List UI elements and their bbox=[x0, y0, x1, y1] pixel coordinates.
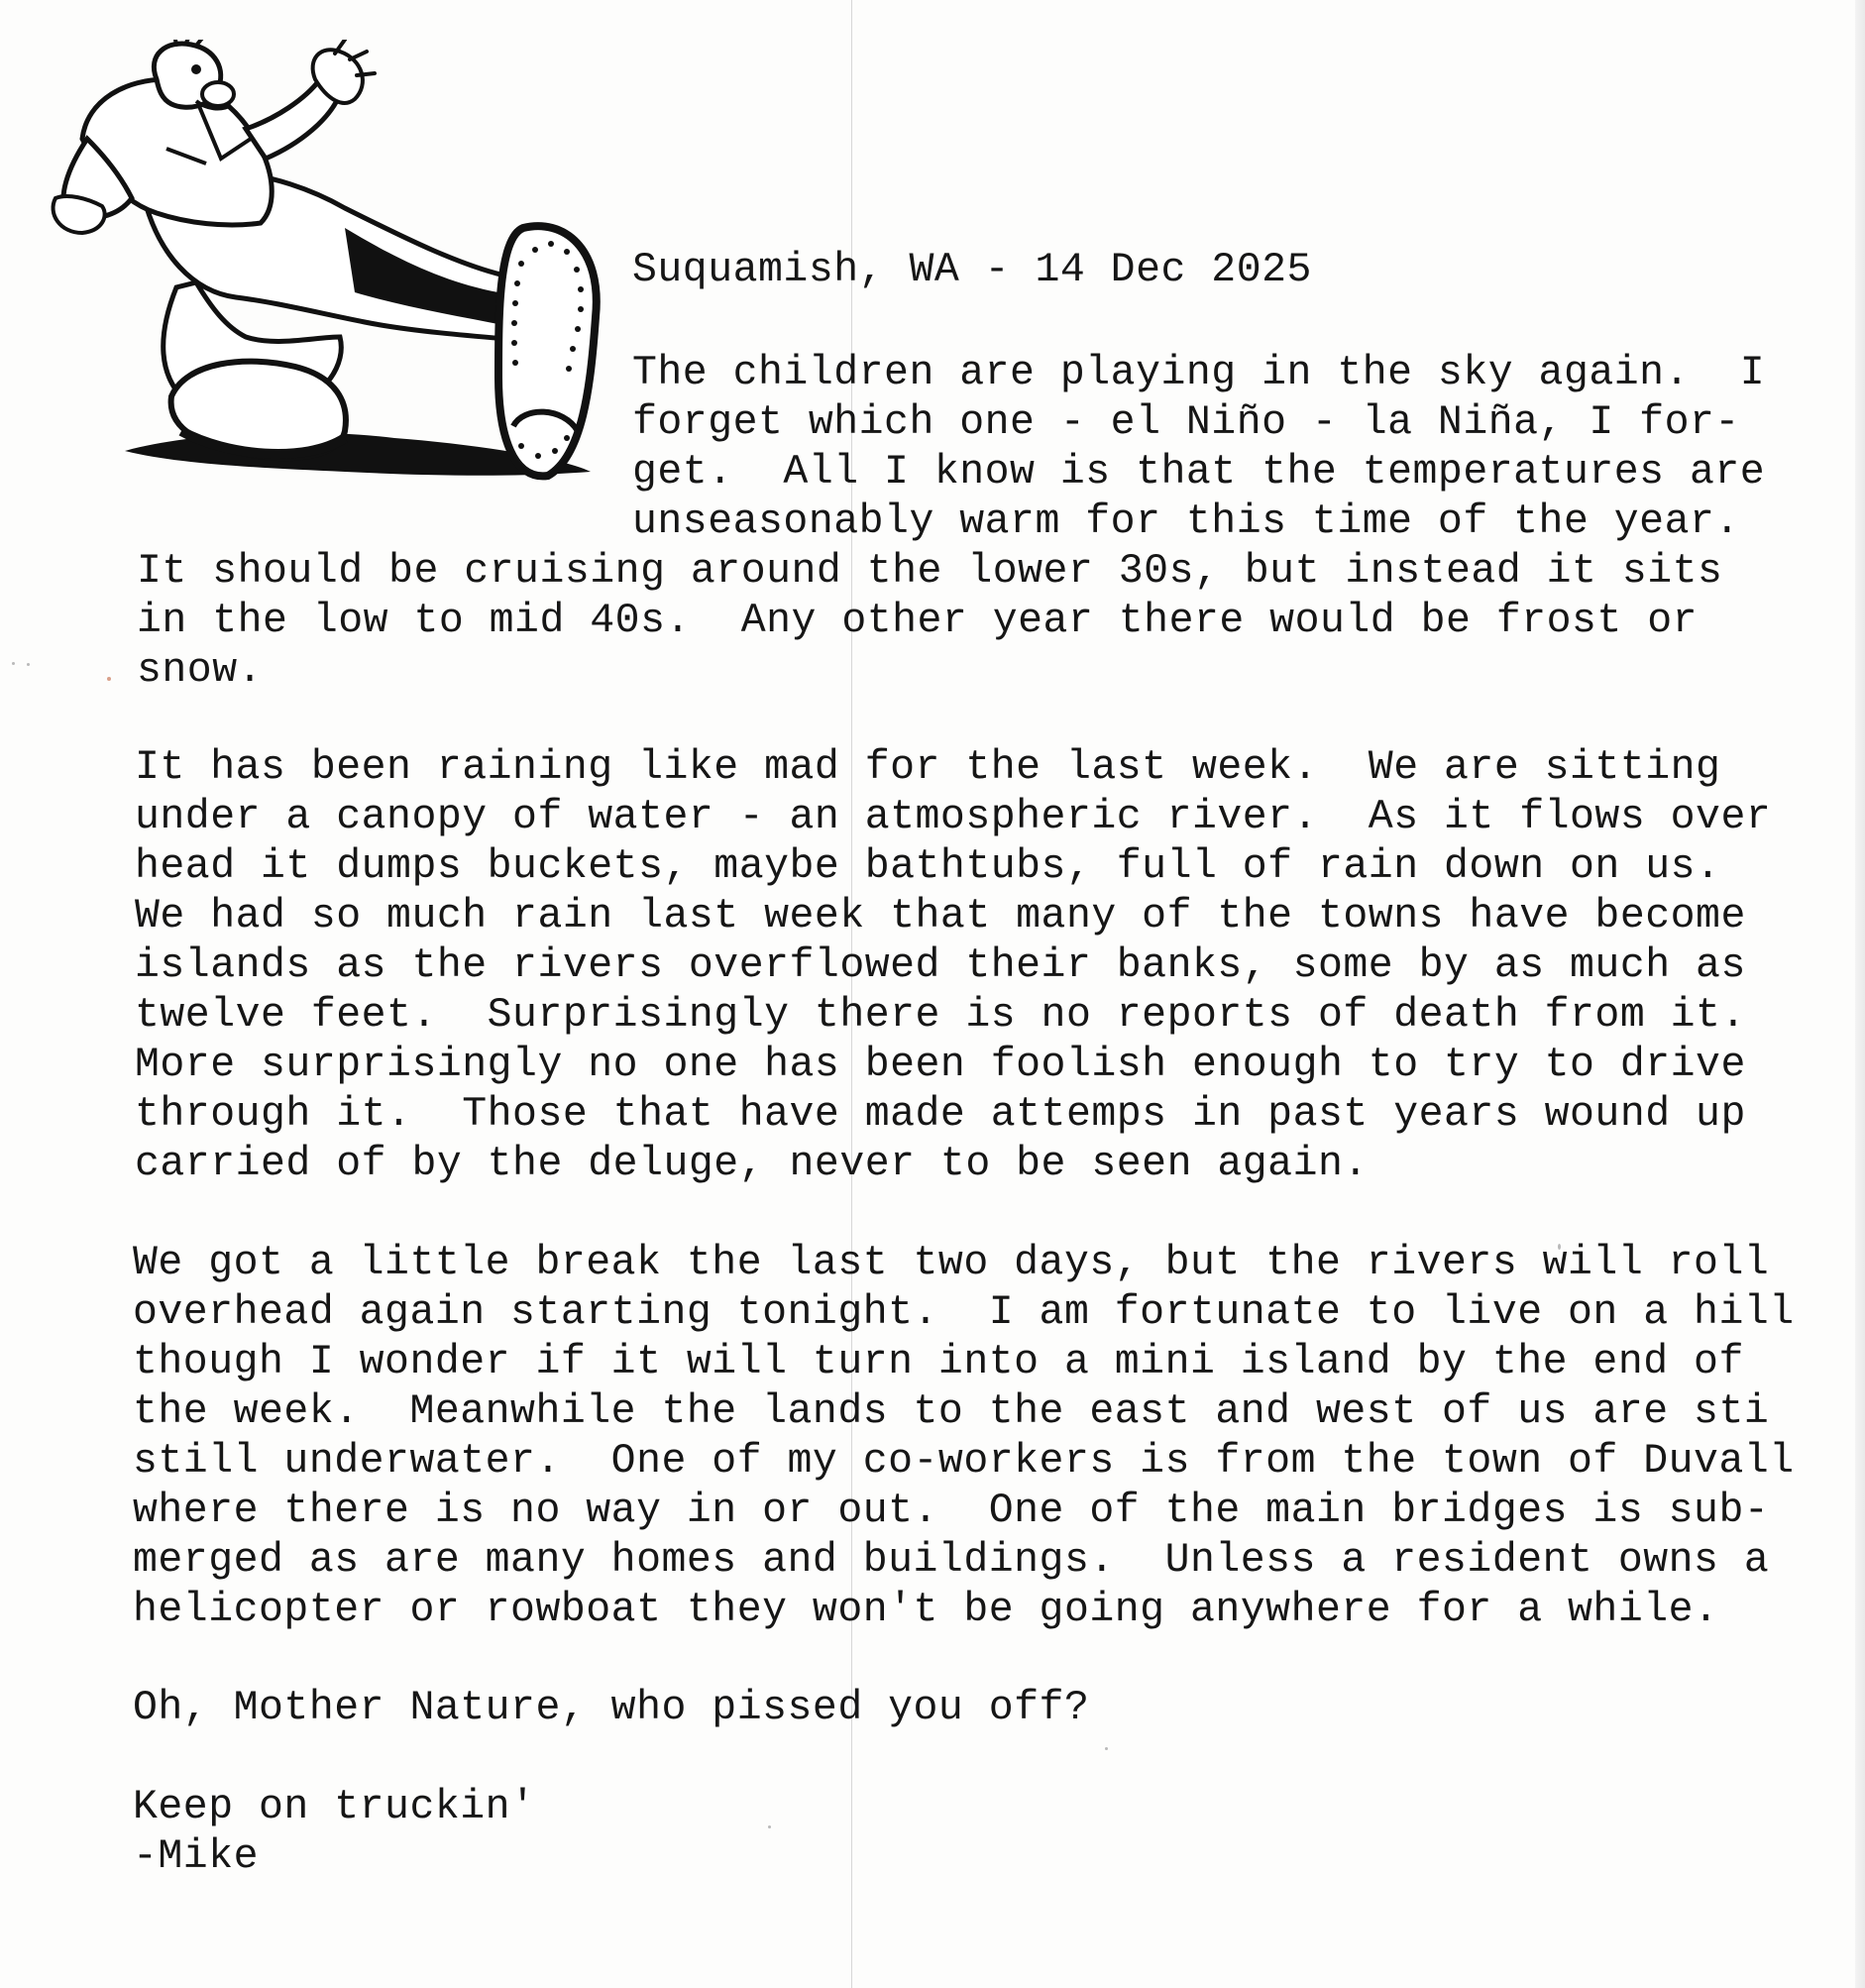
eye bbox=[191, 64, 201, 74]
text-line: The children are playing in the sky again. I bbox=[632, 350, 1766, 396]
text-line: forget which one - el Niño - la Niña, I for- bbox=[632, 399, 1740, 446]
front-shoe-sole bbox=[498, 226, 597, 476]
text-line: merged as are many homes and buildings. Unless a resident owns a bbox=[133, 1537, 1770, 1584]
text-line: carried of by the deluge, never to be seen again. bbox=[135, 1141, 1369, 1187]
text-line: overhead again starting tonight. I am fortunate to live on a hill bbox=[133, 1289, 1795, 1336]
text-line: snow. bbox=[137, 647, 264, 694]
back-hand bbox=[54, 196, 105, 233]
text-line: unseasonably warm for this time of the year. bbox=[632, 498, 1740, 545]
text-line: where there is no way in or out. One of the main bridges is sub- bbox=[133, 1488, 1770, 1534]
truckin-man-icon bbox=[48, 40, 603, 481]
text-line: islands as the rivers overflowed their banks, some by as much as bbox=[135, 942, 1746, 989]
text-line: in the low to mid 40s. Any other year there would be frost or bbox=[137, 598, 1699, 644]
dust-speck bbox=[768, 1825, 771, 1828]
page-edge-shadow bbox=[1855, 0, 1865, 1988]
text-line: We got a little break the last two days, but the rivers will roll bbox=[133, 1240, 1770, 1286]
paragraph-4: Oh, Mother Nature, who pissed you off? bbox=[133, 1685, 1090, 1731]
paragraph-3 bbox=[133, 1239, 1795, 1635]
paragraph-1-continued bbox=[137, 547, 1722, 696]
text-line: We had so much rain last week that many of the towns have become bbox=[135, 893, 1746, 939]
text-line: head it dumps buckets, maybe bathtubs, full of rain down on us. bbox=[135, 843, 1721, 890]
text-line: helicopter or rowboat they won't be going anywhere for a while. bbox=[133, 1587, 1719, 1633]
text-line: It has been raining like mad for the last week. We are sitting bbox=[135, 744, 1721, 791]
text-line: twelve feet. Surprisingly there is no reports of death from it. bbox=[135, 992, 1746, 1039]
paragraph-2 bbox=[135, 743, 1771, 1189]
text-line: It should be cruising around the lower 30s, but instead it sits bbox=[137, 548, 1723, 595]
text-line: though I wonder if it will turn into a mini island by the end of bbox=[133, 1339, 1744, 1385]
dust-speck bbox=[107, 677, 111, 681]
big-nose bbox=[202, 82, 234, 106]
text-line: under a canopy of water - an atmospheric river. As it flows over bbox=[135, 794, 1772, 840]
paragraph-1-wrapped bbox=[632, 349, 1765, 547]
dateline: Suquamish, WA - 14 Dec 2025 bbox=[632, 247, 1312, 293]
text-line: through it. Those that have made attemps in past years wound up bbox=[135, 1091, 1746, 1138]
dust-speck bbox=[12, 662, 15, 665]
signature: -Mike bbox=[133, 1833, 260, 1880]
closing: Keep on truckin' bbox=[133, 1784, 536, 1830]
text-line: the week. Meanwhile the lands to the east and west of us are sti bbox=[133, 1388, 1770, 1435]
text-line: get. All I know is that the temperatures are bbox=[632, 449, 1766, 496]
dust-speck bbox=[27, 663, 30, 666]
text-line: still underwater. One of my co-workers is from the town of Duvall bbox=[133, 1438, 1795, 1485]
text-line: More surprisingly no one has been foolish enough to try to drive bbox=[135, 1042, 1746, 1088]
dust-speck bbox=[1105, 1747, 1108, 1750]
